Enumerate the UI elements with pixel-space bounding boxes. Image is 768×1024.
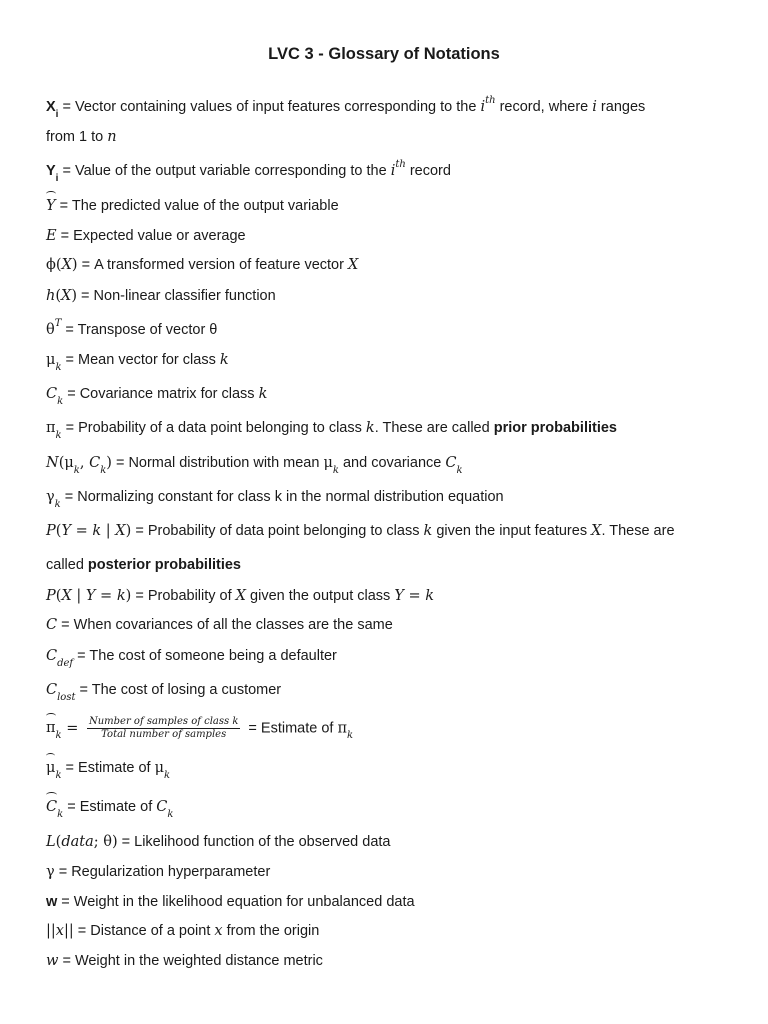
glossary-entry-pi-k: $\pi_k$ = Probability of a data point belonging to class k. These are called prior probabilities — [46, 420, 617, 441]
glossary-entry-normal-dist: $N(\mu_k$, $C_k$) = Normal distribution with mean $\mu_k$ and covariance $C_k$ — [46, 455, 463, 476]
glossary-entry-x-i-cont: from 1 to n — [46, 129, 117, 145]
glossary-entry-c-lost: $C_{lost}$ = The cost of losing a customer — [46, 682, 282, 703]
glossary-entry-norm: ||x|| = Distance of a point x from the origin — [46, 923, 320, 939]
glossary-entry-phi: ϕ(X) = A transformed version of feature vector X — [46, 257, 359, 273]
glossary-entry-h: h(X) = Non-linear classifier function — [46, 288, 276, 304]
glossary-entry-w-italic: w = Weight in the weighted distance metric — [46, 953, 323, 969]
glossary-entry-likelihood-x: P(X | Y = k) = Probability of X given the output class Y = k — [46, 588, 435, 604]
glossary-entry-theta-t: $\theta^T$ = Transpose of vector θ — [46, 318, 218, 338]
glossary-entry-e: E = Expected value or average — [46, 228, 246, 244]
glossary-entry-c-def: $C_{def}$ = The cost of someone being a defaulter — [46, 648, 337, 669]
page-title: LVC 3 - Glossary of Notations — [268, 45, 500, 63]
glossary-entry-mu-k: $\mu_k$ = Mean vector for class k — [46, 352, 229, 373]
glossary-entry-gamma-k: $\gamma_k$ = Normalizing constant for class k in the normal distribution equation — [46, 489, 504, 510]
glossary-entry-x-i: $X_i$ = Vector containing values of input features corresponding to the $i^{th}$ record, where i ranges — [46, 95, 646, 120]
glossary-entry-y-i: $Y_i$ = Value of the output variable corresponding to the $i^{th}$ record — [46, 159, 451, 184]
glossary-entry-posterior-cont: called posterior probabilities — [46, 557, 242, 573]
fraction: $\frac{\text{Number of samples of class k}}{\text{Total number of samples}}$ — [88, 716, 239, 740]
glossary-entry-pi-k-hat: $\pi_k$ = $\frac{\text{Number of samples of class k}}{\text{Total number of samples}}$ = Estimate of $\pi_k$ — [46, 716, 354, 742]
glossary-entry-posterior: P(Y = k | X) = Probability of data point belonging to class k given the input features X. These are — [46, 523, 675, 539]
glossary-entry-c-k: $C_k$ = Covariance matrix for class k — [46, 386, 268, 407]
glossary-entry-c-k-hat: $C_k$ = Estimate of $C_k$ — [46, 799, 174, 820]
glossary-entry-gamma: γ = Regularization hyperparameter — [46, 864, 271, 880]
glossary-entry-likelihood: L(data; θ) = Likelihood function of the observed data — [46, 834, 391, 850]
glossary-entry-w-bold: w = Weight in the likelihood equation for unbalanced data — [46, 894, 415, 910]
glossary-entry-y-hat: Y = The predicted value of the output variable — [46, 198, 339, 214]
glossary-entry-c: C = When covariances of all the classes are the same — [46, 617, 393, 633]
glossary-entry-mu-k-hat: $\mu_k$ = Estimate of $\mu_k$ — [46, 760, 171, 781]
